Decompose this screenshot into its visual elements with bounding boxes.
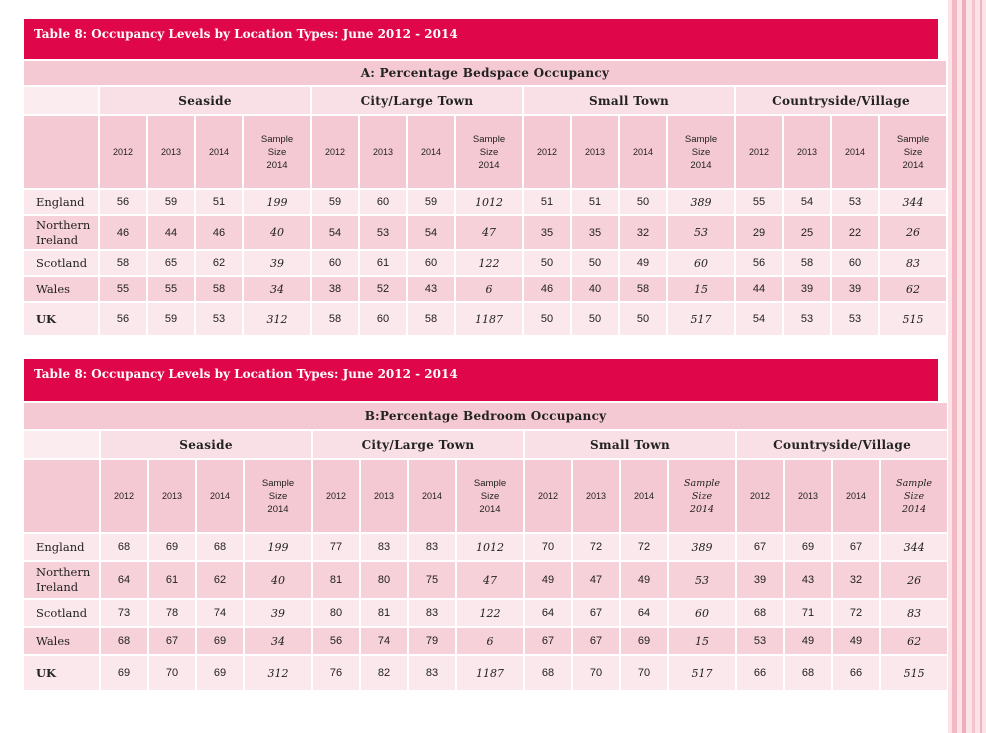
value-cell: 81 (361, 600, 407, 626)
sample-size-label-line: 2014 (690, 159, 712, 171)
sample-size-cell: 6 (456, 277, 522, 301)
table-subtitle: B:Percentage Bedroom Occupancy (24, 403, 947, 429)
sample-size-cell: 62 (880, 277, 946, 301)
sample-size-cell: 47 (457, 562, 523, 598)
table-a (22, 59, 948, 337)
value-cell: 50 (524, 303, 570, 335)
value-cell: 60 (832, 251, 878, 275)
value-cell: 67 (833, 534, 879, 560)
value-cell: 43 (408, 277, 454, 301)
group-header: Seaside (100, 87, 310, 114)
value-cell: 22 (832, 216, 878, 249)
table-a-block (24, 19, 938, 337)
value-cell: 49 (525, 562, 571, 598)
sample-size-label-line: Sample (684, 477, 720, 489)
table-row (24, 562, 947, 598)
sample-size-cell: 515 (881, 656, 947, 690)
sample-size-cell: 34 (244, 277, 310, 301)
year-header: 2014 (409, 460, 455, 532)
year-header: 2014 (833, 460, 879, 532)
value-cell: 60 (360, 190, 406, 214)
group-header-row (24, 87, 946, 114)
group-header: Countryside/Village (737, 431, 947, 458)
value-cell: 60 (360, 303, 406, 335)
year-header: 2013 (572, 116, 618, 188)
value-cell: 55 (100, 277, 146, 301)
sample-size-cell: 53 (668, 216, 734, 249)
value-cell: 39 (832, 277, 878, 301)
value-cell: 83 (409, 600, 455, 626)
sample-size-header (880, 116, 946, 188)
year-header: 2014 (197, 460, 243, 532)
year-header: 2012 (312, 116, 358, 188)
sample-size-cell: 83 (880, 251, 946, 275)
sample-size-header (245, 460, 311, 532)
sample-size-cell: 344 (880, 190, 946, 214)
group-header-row (24, 431, 947, 458)
row-label-line: Northern (36, 565, 91, 579)
sample-size-header (668, 116, 734, 188)
value-cell: 29 (736, 216, 782, 249)
value-cell: 40 (572, 277, 618, 301)
value-cell: 60 (408, 251, 454, 275)
sample-size-cell: 199 (245, 534, 311, 560)
value-cell: 80 (313, 600, 359, 626)
group-header: Small Town (525, 431, 735, 458)
value-cell: 53 (737, 628, 783, 654)
value-cell: 72 (833, 600, 879, 626)
sample-size-label-line: 2014 (267, 503, 289, 515)
row-label (24, 216, 98, 249)
sample-size-label-line: Sample (473, 477, 507, 489)
value-cell: 76 (313, 656, 359, 690)
sample-size-cell: 40 (244, 216, 310, 249)
row-label-line: England (36, 194, 85, 209)
year-header: 2012 (737, 460, 783, 532)
value-cell: 49 (833, 628, 879, 654)
value-cell: 66 (737, 656, 783, 690)
sample-size-cell: 15 (669, 628, 735, 654)
value-cell: 50 (620, 190, 666, 214)
year-header: 2013 (361, 460, 407, 532)
value-cell: 58 (312, 303, 358, 335)
value-cell: 59 (312, 190, 358, 214)
table-b-title: Table 8: Occupancy Levels by Location Types: June 2012 - 2014 (24, 359, 938, 401)
sample-size-label-line: 2014 (902, 159, 924, 171)
sample-size-cell: 389 (668, 190, 734, 214)
sample-size-cell: 60 (668, 251, 734, 275)
table-row (24, 303, 946, 335)
value-cell: 83 (361, 534, 407, 560)
row-label (24, 251, 98, 275)
value-cell: 72 (573, 534, 619, 560)
year-header: 2014 (621, 460, 667, 532)
sample-size-cell: 1012 (456, 190, 522, 214)
sample-size-label-line: 2014 (689, 503, 715, 515)
value-cell: 39 (784, 277, 830, 301)
value-cell: 56 (100, 303, 146, 335)
sample-size-header (669, 460, 735, 532)
sample-size-cell: 517 (669, 656, 735, 690)
table-b (22, 401, 949, 692)
sample-size-cell: 83 (881, 600, 947, 626)
year-header: 2014 (408, 116, 454, 188)
sample-size-label-line: Sample (896, 477, 933, 489)
value-cell: 51 (572, 190, 618, 214)
value-cell: 69 (197, 628, 243, 654)
value-cell: 68 (737, 600, 783, 626)
value-cell: 54 (736, 303, 782, 335)
value-cell: 49 (620, 251, 666, 275)
value-cell: 70 (621, 656, 667, 690)
row-label-line: Scotland (36, 605, 88, 620)
sample-size-header (456, 116, 522, 188)
group-header-blank (24, 431, 99, 458)
table-row (24, 216, 946, 249)
right-stripe-2 (962, 0, 966, 733)
row-label-line: Wales (36, 633, 71, 648)
sample-size-cell: 199 (244, 190, 310, 214)
sample-size-label-line: 2014 (266, 159, 288, 171)
row-label (24, 190, 98, 214)
value-cell: 67 (573, 600, 619, 626)
value-cell: 55 (736, 190, 782, 214)
value-cell: 25 (784, 216, 830, 249)
group-header: City/Large Town (313, 431, 523, 458)
row-label (24, 628, 99, 654)
table-row (24, 534, 947, 560)
value-cell: 68 (101, 534, 147, 560)
value-cell: 59 (408, 190, 454, 214)
sample-size-cell: 26 (880, 216, 946, 249)
value-cell: 49 (621, 562, 667, 598)
year-header: 2012 (101, 460, 147, 532)
sample-size-cell: 517 (668, 303, 734, 335)
corner-cell (24, 116, 98, 188)
value-cell: 81 (313, 562, 359, 598)
sample-size-label-line: Size (267, 146, 287, 158)
sample-size-label-line: Sample (684, 133, 718, 145)
sample-size-label-line: Size (691, 146, 711, 158)
value-cell: 78 (149, 600, 195, 626)
row-label-line: Wales (36, 281, 71, 296)
year-header: 2013 (573, 460, 619, 532)
value-cell: 58 (196, 277, 242, 301)
row-label (24, 534, 99, 560)
sample-size-label-line: Sample (260, 133, 294, 145)
year-header: 2012 (524, 116, 570, 188)
year-header: 2014 (196, 116, 242, 188)
year-header: 2012 (313, 460, 359, 532)
table-b-block (24, 359, 938, 692)
sample-size-cell: 53 (669, 562, 735, 598)
value-cell: 38 (312, 277, 358, 301)
value-cell: 59 (148, 303, 194, 335)
value-cell: 58 (620, 277, 666, 301)
right-stripe-3 (972, 0, 975, 733)
sample-size-cell: 39 (244, 251, 310, 275)
row-label (24, 562, 99, 598)
year-header-row (24, 116, 946, 188)
value-cell: 83 (409, 534, 455, 560)
value-cell: 46 (524, 277, 570, 301)
corner-cell (24, 460, 99, 532)
value-cell: 62 (196, 251, 242, 275)
value-cell: 62 (197, 562, 243, 598)
value-cell: 51 (524, 190, 570, 214)
sample-size-header (244, 116, 310, 188)
sample-size-header (457, 460, 523, 532)
group-header: City/Large Town (312, 87, 522, 114)
sample-size-cell: 312 (245, 656, 311, 690)
sample-size-label-line: Sample (472, 133, 506, 145)
sample-size-cell: 26 (881, 562, 947, 598)
sample-size-cell: 39 (245, 600, 311, 626)
sample-size-label-line: 2014 (902, 503, 927, 515)
sample-size-cell: 47 (456, 216, 522, 249)
value-cell: 46 (196, 216, 242, 249)
sample-size-label-line: Sample (261, 477, 295, 489)
value-cell: 68 (525, 656, 571, 690)
sample-size-cell: 15 (668, 277, 734, 301)
table-row (24, 190, 946, 214)
value-cell: 69 (101, 656, 147, 690)
value-cell: 83 (409, 656, 455, 690)
value-cell: 50 (620, 303, 666, 335)
value-cell: 70 (149, 656, 195, 690)
row-label-line: UK (36, 311, 57, 326)
sample-size-label-line: Size (479, 146, 499, 158)
subtitle-row (24, 403, 947, 429)
value-cell: 59 (148, 190, 194, 214)
value-cell: 32 (833, 562, 879, 598)
table-row (24, 656, 947, 690)
row-label-line: Ireland (36, 232, 79, 247)
sample-size-label-line: Sample (896, 133, 930, 145)
value-cell: 56 (736, 251, 782, 275)
sample-size-label-line: Size (480, 490, 500, 502)
sample-size-cell: 62 (881, 628, 947, 654)
value-cell: 79 (409, 628, 455, 654)
sample-size-cell: 1187 (457, 656, 523, 690)
sample-size-cell: 1012 (457, 534, 523, 560)
value-cell: 49 (785, 628, 831, 654)
sample-size-label-line: Size (691, 490, 713, 502)
sample-size-label-line: Size (268, 490, 288, 502)
value-cell: 72 (621, 534, 667, 560)
row-label (24, 277, 98, 301)
sample-size-cell: 122 (456, 251, 522, 275)
value-cell: 74 (361, 628, 407, 654)
year-header: 2014 (620, 116, 666, 188)
value-cell: 54 (312, 216, 358, 249)
right-stripe-1 (952, 0, 957, 733)
sample-size-cell: 40 (245, 562, 311, 598)
sample-size-cell: 1187 (456, 303, 522, 335)
group-header: Seaside (101, 431, 311, 458)
sample-size-cell: 122 (457, 600, 523, 626)
table-subtitle: A: Percentage Bedspace Occupancy (24, 61, 946, 85)
value-cell: 58 (408, 303, 454, 335)
value-cell: 60 (312, 251, 358, 275)
value-cell: 61 (360, 251, 406, 275)
value-cell: 66 (833, 656, 879, 690)
value-cell: 82 (361, 656, 407, 690)
value-cell: 69 (621, 628, 667, 654)
value-cell: 73 (101, 600, 147, 626)
sample-size-label-line: 2014 (479, 503, 501, 515)
year-header-row (24, 460, 947, 532)
value-cell: 51 (196, 190, 242, 214)
value-cell: 67 (573, 628, 619, 654)
year-header: 2013 (785, 460, 831, 532)
year-header: 2013 (784, 116, 830, 188)
sample-size-cell: 515 (880, 303, 946, 335)
group-header-blank (24, 87, 98, 114)
value-cell: 70 (573, 656, 619, 690)
value-cell: 46 (100, 216, 146, 249)
value-cell: 53 (832, 190, 878, 214)
value-cell: 35 (524, 216, 570, 249)
year-header: 2012 (100, 116, 146, 188)
row-label-line: UK (36, 665, 57, 680)
table-row (24, 251, 946, 275)
row-label-line: Northern (36, 217, 91, 232)
value-cell: 47 (573, 562, 619, 598)
group-header: Small Town (524, 87, 734, 114)
value-cell: 68 (101, 628, 147, 654)
value-cell: 69 (197, 656, 243, 690)
sample-size-cell: 344 (881, 534, 947, 560)
value-cell: 75 (409, 562, 455, 598)
value-cell: 67 (737, 534, 783, 560)
table-a-title: Table 8: Occupancy Levels by Location Types: June 2012 - 2014 (24, 19, 938, 59)
value-cell: 64 (525, 600, 571, 626)
year-header: 2013 (148, 116, 194, 188)
value-cell: 54 (784, 190, 830, 214)
value-cell: 35 (572, 216, 618, 249)
value-cell: 68 (785, 656, 831, 690)
sample-size-cell: 6 (457, 628, 523, 654)
sample-size-label-line: Size (903, 146, 923, 158)
value-cell: 64 (101, 562, 147, 598)
value-cell: 39 (737, 562, 783, 598)
year-header: 2012 (525, 460, 571, 532)
value-cell: 56 (100, 190, 146, 214)
group-header: Countryside/Village (736, 87, 946, 114)
value-cell: 52 (360, 277, 406, 301)
row-label-line: Scotland (36, 255, 88, 270)
year-header: 2014 (832, 116, 878, 188)
year-header: 2013 (149, 460, 195, 532)
value-cell: 74 (197, 600, 243, 626)
value-cell: 64 (621, 600, 667, 626)
value-cell: 50 (572, 251, 618, 275)
value-cell: 58 (100, 251, 146, 275)
row-label-line: Ireland (36, 580, 79, 594)
value-cell: 55 (148, 277, 194, 301)
subtitle-row (24, 61, 946, 85)
value-cell: 68 (197, 534, 243, 560)
value-cell: 69 (785, 534, 831, 560)
value-cell: 65 (148, 251, 194, 275)
value-cell: 44 (148, 216, 194, 249)
value-cell: 54 (408, 216, 454, 249)
right-stripe-4 (980, 0, 982, 733)
value-cell: 69 (149, 534, 195, 560)
value-cell: 56 (313, 628, 359, 654)
year-header: 2013 (360, 116, 406, 188)
sample-size-header (881, 460, 947, 532)
value-cell: 77 (313, 534, 359, 560)
value-cell: 70 (525, 534, 571, 560)
value-cell: 61 (149, 562, 195, 598)
row-label-line: England (36, 539, 85, 554)
value-cell: 67 (525, 628, 571, 654)
table-row (24, 277, 946, 301)
value-cell: 53 (360, 216, 406, 249)
sample-size-label-line: 2014 (478, 159, 500, 171)
sample-size-cell: 60 (669, 600, 735, 626)
value-cell: 58 (784, 251, 830, 275)
value-cell: 50 (524, 251, 570, 275)
value-cell: 43 (785, 562, 831, 598)
value-cell: 53 (832, 303, 878, 335)
table-row (24, 600, 947, 626)
table-row (24, 628, 947, 654)
row-label (24, 303, 98, 335)
year-header: 2012 (736, 116, 782, 188)
value-cell: 53 (784, 303, 830, 335)
sample-size-cell: 312 (244, 303, 310, 335)
sample-size-label-line: Size (904, 490, 925, 502)
sample-size-cell: 34 (245, 628, 311, 654)
sample-size-cell: 389 (669, 534, 735, 560)
value-cell: 44 (736, 277, 782, 301)
value-cell: 71 (785, 600, 831, 626)
row-label (24, 600, 99, 626)
row-label (24, 656, 99, 690)
value-cell: 32 (620, 216, 666, 249)
value-cell: 50 (572, 303, 618, 335)
value-cell: 53 (196, 303, 242, 335)
value-cell: 80 (361, 562, 407, 598)
value-cell: 67 (149, 628, 195, 654)
